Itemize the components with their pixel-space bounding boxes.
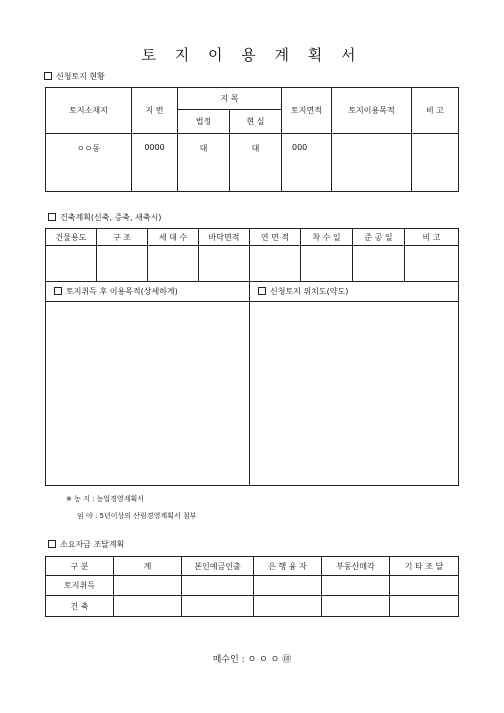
input-total-area[interactable] [250,246,301,282]
input-use[interactable] [46,246,97,282]
input-households[interactable] [148,246,199,282]
header-start-date: 착 수 일 [301,229,353,246]
row-label-land: 토지취득 [46,576,114,596]
input-cell[interactable] [322,576,390,596]
input-cell[interactable] [254,576,322,596]
funding-plan-table [45,556,459,617]
checkbox-icon [44,72,52,80]
input-cell[interactable] [182,576,254,596]
checkbox-icon [48,540,56,548]
header-structure: 구 조 [97,229,148,246]
input-start-date[interactable] [301,246,353,282]
section2-label: 건축계획(신축, 증축, 새축시) [48,212,161,223]
header-property-sale: 부동산매각 [322,557,390,576]
document-title: 토 지 이 용 계 획 서 [141,46,363,64]
header-own-deposit: 본인예금인출 [182,557,254,576]
use-purpose-label: 토지취득 후 이용목적(상세하게) [46,282,250,302]
checkbox-icon [54,287,62,295]
table-row [46,596,459,617]
building-plan-table [45,228,459,486]
land-status-table [45,87,459,192]
cell-location[interactable]: ㅇㅇ동 [46,134,132,192]
header-actual: 현 실 [230,110,282,134]
header-total-area: 연 면 적 [250,229,301,246]
table-row [46,576,459,596]
header-remarks: 비 고 [412,88,459,134]
input-cell[interactable] [114,576,182,596]
header-total: 계 [114,557,182,576]
input-cell[interactable] [322,596,390,617]
cell-remarks[interactable] [412,134,459,192]
buyer-signature: 매수인 : ㅇ ㅇ ㅇ ㊞ [212,655,292,665]
header-completion-date: 준 공 일 [353,229,405,246]
note-forest: 임 야 : 5년이상의 산림경영계획서 첨부 [77,512,197,520]
input-cell[interactable] [254,596,322,617]
row-label-building: 건 축 [46,596,114,617]
header-area: 토지면적 [282,88,332,134]
header-legal: 법정 [178,110,230,134]
header-households: 세 대 수 [148,229,199,246]
cell-purpose[interactable] [332,134,412,192]
input-cell[interactable] [182,596,254,617]
input-cell[interactable] [114,596,182,617]
use-purpose-area[interactable] [46,302,250,486]
note-farmland: ※ 농 지 : 농업경영계획서 [66,495,144,503]
header-location: 토지소재지 [46,88,132,134]
header-category: 지 목 [178,88,282,110]
header-lot: 지 번 [132,88,178,134]
cell-lot[interactable]: 0000 [132,134,178,192]
header-use: 건물용도 [46,229,97,246]
section1-label: 신청토지 현황 [44,71,105,82]
checkbox-icon [258,287,266,295]
input-cell[interactable] [390,596,459,617]
header-bank-loan: 은 행 융 자 [254,557,322,576]
header-floor-area: 바닥면적 [199,229,250,246]
cell-legal[interactable]: 대 [178,134,230,192]
cell-actual[interactable]: 대 [230,134,282,192]
header-remarks2: 비 고 [405,229,459,246]
input-remarks2[interactable] [405,246,459,282]
header-purpose: 토지이용목적 [332,88,412,134]
input-cell[interactable] [390,576,459,596]
input-completion-date[interactable] [353,246,405,282]
section3-label: 소요자금 조달계획 [48,539,124,550]
location-map-label: 신청토지 위치도(약도) [250,282,459,302]
header-other: 기 타 조 달 [390,557,459,576]
header-division: 구 분 [46,557,114,576]
input-structure[interactable] [97,246,148,282]
checkbox-icon [48,213,56,221]
location-map-area[interactable] [250,302,459,486]
cell-area[interactable]: 000 [282,134,332,192]
input-floor-area[interactable] [199,246,250,282]
